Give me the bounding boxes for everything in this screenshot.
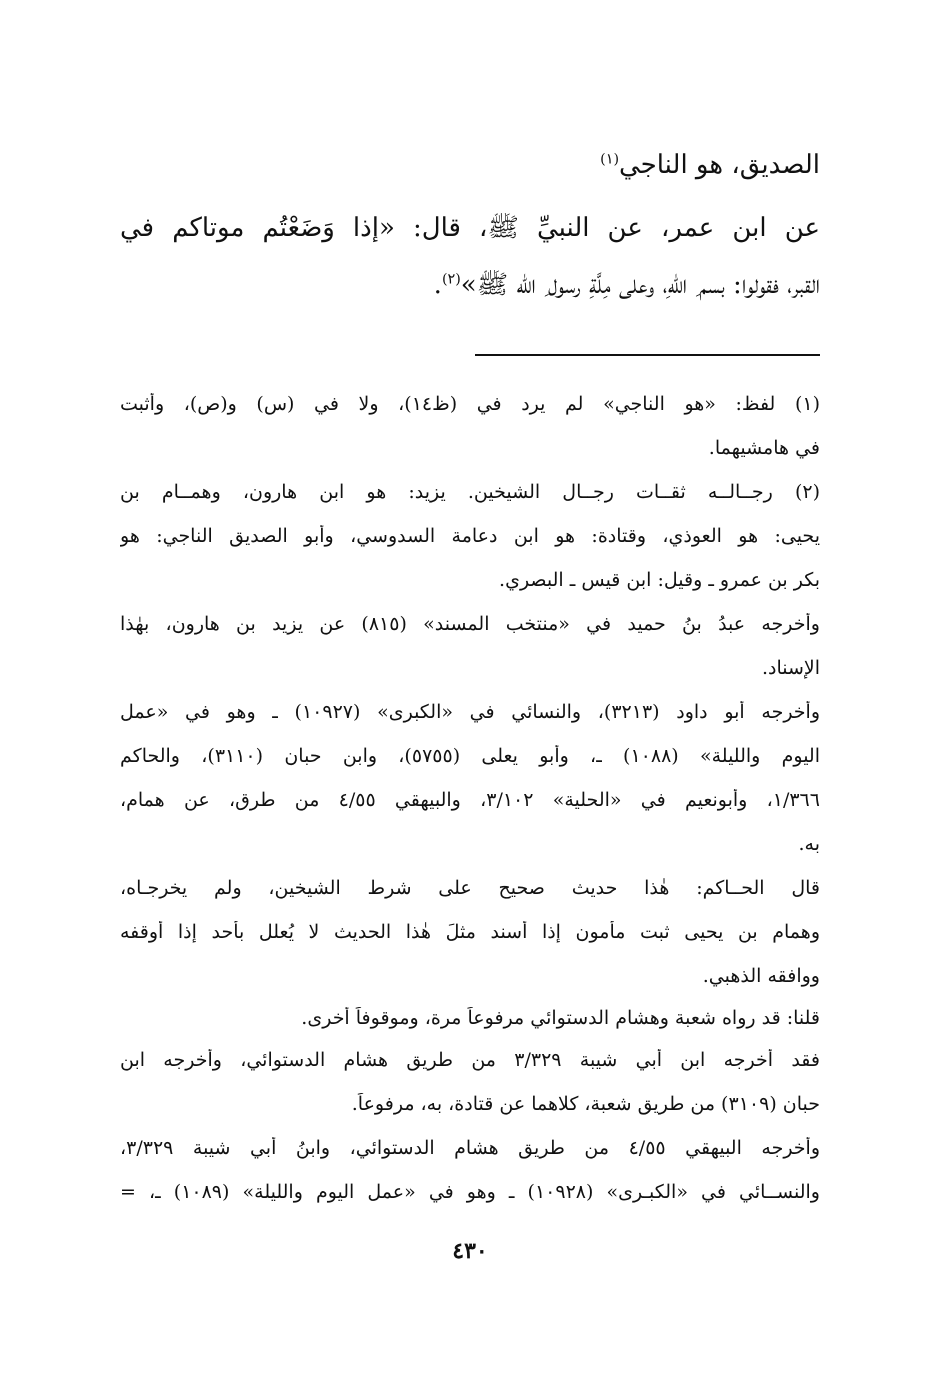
footnote-2-line-2: يحيى: هو العوذي، وقتادة: هو ابن دعامة السدوسي، وأبو الصديق الناجي: هو bbox=[120, 525, 820, 547]
paragraph-2-line-4: به. bbox=[798, 833, 820, 855]
footnote-2-line-3: بكر بن عمرو ـ وقيل: ابن قيس ـ البصري. bbox=[499, 569, 820, 591]
paragraph-1-line-1: وأخرجه عبدُ بنُ حميد في «منتخب المسند» (٨١٥) عن يزيد بن هارون، بهٰذا bbox=[120, 613, 820, 635]
paragraph-2-line-1: وأخرجه أبو داود (٣٢١٣)، والنسائي في «الكبرى» (١٠٩٢٧) ـ وهو في «عمل bbox=[120, 701, 820, 723]
footnote-separator bbox=[475, 354, 820, 356]
paragraph-2-line-2: اليوم والليلة» (١٠٨٨) ـ، وأبو يعلى (٥٧٥٥)، وابن حبان (٣١١٠)، والحاكم bbox=[120, 745, 820, 767]
paragraph-1-line-2: الإسناد. bbox=[761, 657, 820, 679]
header-text: الصديق، هو الناجي bbox=[619, 150, 820, 180]
footnote-1-line-1: (١) لفظ: «هو الناجي» لم يرد في (ظ١٤)، ولا في (س) و(ص)، وأثبت bbox=[120, 393, 820, 415]
footnote-1-line-2: في هامشيهما. bbox=[708, 437, 820, 459]
page-number: ٤٣٠ bbox=[452, 1238, 488, 1264]
paragraph-5-line-1: فقد أخرجه ابن أبي شيبة ٣/٣٢٩ من طريق هشام الدستوائي، وأخرجه ابن bbox=[120, 1049, 820, 1071]
footnote-2-line-1: (٢) رجــالــه ثقــات رجــال الشيخين. يزيد: هو ابن هارون، وهمــام بن bbox=[120, 481, 820, 503]
paragraph-4-line-1: قلنا: قد رواه شعبة وهشام الدستوائي مرفوعاً مرة، وموقوفاً أخرى. bbox=[301, 1007, 820, 1029]
hadith-line-2: القبر، فقولوا: بسم ِ اللهِ، وعلى مِلَّةِ رسول ِ الله ﷺ»$^{(٢)}$. bbox=[433, 270, 820, 300]
footnote-ref-2: (٢) bbox=[441, 271, 461, 288]
paragraph-3-line-1: قال الحــاكم: هٰذا حديث صحيح على شرط الشيخين، ولم يخرجـاه، bbox=[120, 877, 820, 899]
hadith-line-2-text: القبر، فقولوا: بسم ِ اللهِ، وعلى مِلَّةِ رسول ِ الله ﷺ» bbox=[460, 270, 820, 300]
paragraph-2-line-3: ١/٣٦٦، وأبونعيم في «الحلية» ٣/١٠٢، والبيهقي ٤/٥٥ من طرق، عن همام، bbox=[120, 789, 820, 811]
paragraph-3-line-3: ووافقه الذهبي. bbox=[702, 965, 820, 987]
paragraph-6-line-2: والنســائي في «الكبـرى» (١٠٩٢٨) ـ وهو في «عمل اليوم والليلة» (١٠٨٩) ـ، = bbox=[120, 1181, 820, 1203]
hadith-line-1: عن ابن عمر، عن النبيِّ ﷺ، قال: «إذا وَضَعْتُم موتاكم في bbox=[120, 213, 820, 243]
paragraph-6-line-1: وأخرجه البيهقي ٤/٥٥ من طريق هشام الدستوائي، وابنُ أبي شيبة ٣/٣٢٩، bbox=[120, 1137, 820, 1159]
footnote-ref-1: (١) bbox=[600, 151, 620, 168]
paragraph-3-line-2: وهمام بن يحيى ثبت مأمون إذا أسند مثلَ هٰذا الحديث لا يُعلل بأحد إذا أوقفه bbox=[120, 921, 820, 943]
header-line bbox=[120, 150, 820, 181]
paragraph-5-line-2: حبان (٣١٠٩) من طريق شعبة، كلاهما عن قتادة، به، مرفوعاً. bbox=[351, 1093, 820, 1115]
